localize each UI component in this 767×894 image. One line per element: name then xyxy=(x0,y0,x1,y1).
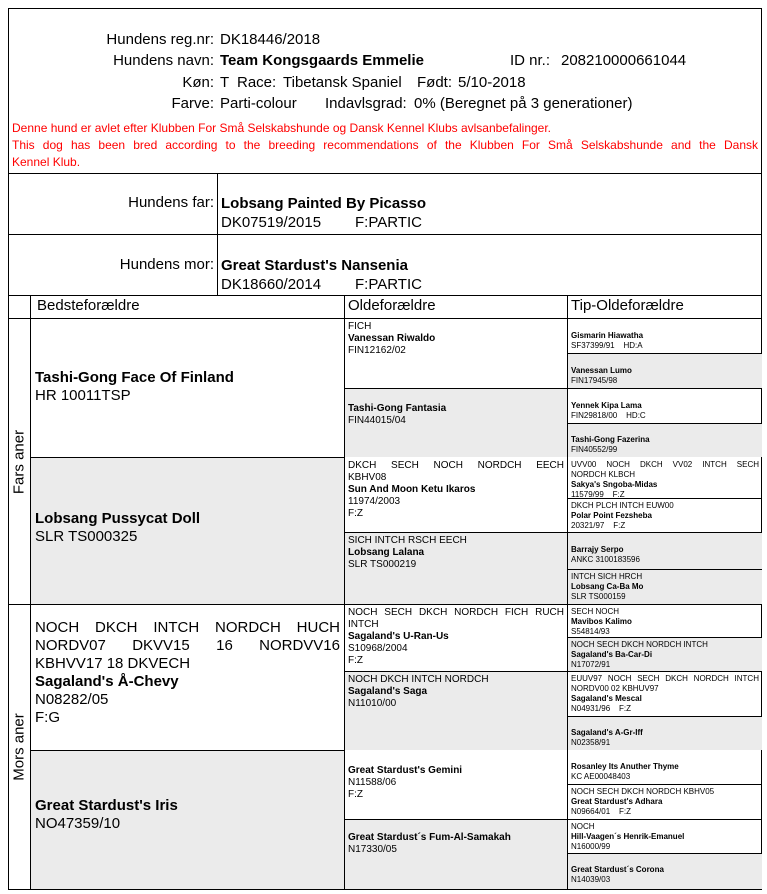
great-great-grandparent-cell xyxy=(568,319,762,353)
great-grandparent-reg: FIN12162/02 xyxy=(348,345,406,356)
id-label: ID nr.: xyxy=(510,52,551,69)
grandparent-reg: NO47359/10 xyxy=(35,815,121,832)
race-value: Tibetansk Spaniel xyxy=(283,74,402,91)
col-header-grandparents: Bedsteforældre xyxy=(37,297,140,314)
mother-reg: DK18660/2014 xyxy=(221,276,322,293)
great-grandparent-cell xyxy=(345,605,567,671)
great-grandparent-titles: KBHV08 xyxy=(348,472,387,483)
father-name: Lobsang Painted By Picasso xyxy=(221,195,427,212)
ggp-titles: NOCH SECH DKCH NORDCH KBHV05 xyxy=(571,787,715,796)
divider xyxy=(8,295,762,296)
divider xyxy=(8,234,762,235)
great-grandparent-cell xyxy=(345,389,567,457)
ggp-name: Gismarin Hiawatha xyxy=(571,331,644,340)
grandparent-titles: KBHVV17 18 DKVECH xyxy=(35,655,191,672)
grandparent-titles: NOCH DKCH INTCH NORDCH HUCH xyxy=(35,619,340,636)
great-grandparent-reg: N11588/06 xyxy=(348,777,397,788)
great-great-grandparent-cell xyxy=(568,570,762,604)
ggp-reg: 20321/97 xyxy=(571,521,605,530)
ggp-name: Yennek Kipa Lama xyxy=(571,401,642,410)
grandparent-name: Sagaland's Å-Chevy xyxy=(35,673,179,690)
name-label: Hundens navn: xyxy=(113,52,214,69)
ggp-titles: NORDCH KLBCH xyxy=(571,470,636,479)
ggp-reg: N04931/96 xyxy=(571,704,611,713)
great-great-grandparent-cell xyxy=(568,424,762,457)
breeding-notice xyxy=(12,120,758,171)
ggp-name: Sagaland's Mescal xyxy=(571,694,642,703)
mother-label: Hundens mor: xyxy=(119,256,214,273)
great-grandparent-cell xyxy=(345,533,567,604)
grandparent-cell xyxy=(31,605,344,750)
great-great-grandparent-cell xyxy=(568,672,762,716)
mother-color: F:PARTIC xyxy=(355,276,422,293)
ggp-reg: 11579/99 xyxy=(571,490,604,498)
mother-side-label xyxy=(9,605,29,889)
ggp-reg: KC AE00048403 xyxy=(571,772,631,781)
grandparent-cell xyxy=(31,319,344,457)
father-side-text: Fars aner xyxy=(10,429,28,494)
ggp-color: HD:A xyxy=(623,341,643,350)
ggp-reg: N16000/99 xyxy=(571,842,611,851)
ggp-name: Great Stardust's Adhara xyxy=(571,797,663,806)
divider xyxy=(8,173,762,174)
notice-line-2: This dog has been bred according to the breeding recommendations of the Klubben For Små Selskabshunde and the Dansk xyxy=(12,138,758,152)
great-grandparent-titles: SICH INTCH RSCH EECH xyxy=(348,535,467,546)
great-great-grandparent-cell xyxy=(568,605,762,637)
ggp-color: F:Z xyxy=(619,807,632,816)
reg-label: Hundens reg.nr: xyxy=(106,31,214,48)
great-grandparent-reg: S10968/2004 xyxy=(348,643,408,654)
great-grandparent-name: Vanessan Riwaldo xyxy=(348,333,436,344)
great-grandparent-name: Sagaland's U-Ran-Us xyxy=(348,631,449,642)
sex-label: Køn: xyxy=(182,74,214,91)
ggp-color: F:Z xyxy=(612,490,625,498)
ggp-name: Vanessan Lumo xyxy=(571,366,632,375)
color-label: Farve: xyxy=(171,95,214,112)
ggp-name: Lobsang Ca-Ba Mo xyxy=(571,582,644,591)
great-grandparent-reg: 11974/2003 xyxy=(348,496,401,507)
ggp-reg: FIN29818/00 xyxy=(571,411,618,420)
great-grandparent-reg: N17330/05 xyxy=(348,844,397,855)
ggp-name: Sakya's Sngoba-Midas xyxy=(571,480,658,489)
great-grandparent-name: Lobsang Lalana xyxy=(348,547,425,558)
grandparent-reg: HR 10011TSP xyxy=(35,387,131,404)
grandparent-cell xyxy=(31,458,344,604)
grandparent-name: Great Stardust's Iris xyxy=(35,797,178,814)
great-grandparent-titles: NOCH DKCH INTCH NORDCH xyxy=(348,674,489,685)
great-grandparent-reg: SLR TS000219 xyxy=(348,559,417,570)
ggp-name: Sagaland's Ba-Car-Di xyxy=(571,650,653,659)
ggp-name: Barrajy Serpo xyxy=(571,545,624,554)
great-grandparent-name: Great Stardust´s Fum-Al-Samakah xyxy=(348,832,511,843)
ggp-name: Rosanley Its Anuther Thyme xyxy=(571,762,679,771)
grandparent-cell xyxy=(31,751,344,889)
great-grandparent-titles: DKCH SECH NOCH NORDCH EECH xyxy=(348,460,564,471)
great-great-grandparent-cell xyxy=(568,785,762,819)
ggp-reg: SLR TS000159 xyxy=(571,592,626,601)
notice-line-1: Denne hund er avlet efter Klubben For Små Selskabshunde og Dansk Kennel Klubs avlsanbefalinger. xyxy=(12,121,552,135)
ggp-reg: N17072/91 xyxy=(571,660,611,669)
father-color: F:PARTIC xyxy=(355,214,422,231)
grandparent-name: Lobsang Pussycat Doll xyxy=(35,510,201,527)
grandparent-name: Tashi-Gong Face Of Finland xyxy=(35,369,234,386)
great-grandparent-name: Sun And Moon Ketu Ikaros xyxy=(348,484,476,495)
ggp-name: Polar Point Fezsheba xyxy=(571,511,652,520)
color-value: Parti-colour xyxy=(220,95,297,112)
ggp-color: F:Z xyxy=(619,704,632,713)
ggp-name: Mavibos Kalimo xyxy=(571,617,632,626)
great-great-grandparent-cell xyxy=(568,354,762,388)
great-grandparent-name: Sagaland's Saga xyxy=(348,686,428,697)
mother-name: Great Stardust's Nansenia xyxy=(221,257,408,274)
grandparent-reg: SLR TS000325 xyxy=(35,528,138,545)
ggp-reg: N02358/91 xyxy=(571,738,611,747)
born-value: 5/10-2018 xyxy=(458,74,526,91)
great-grandparent-cell xyxy=(345,751,567,819)
great-grandparent-titles: FICH xyxy=(348,321,372,332)
father-label: Hundens far: xyxy=(128,194,214,211)
great-grandparent-cell xyxy=(345,458,567,532)
ggp-titles: NORDV00 02 KBHUV97 xyxy=(571,684,659,693)
ggp-name: Great Stardust´s Corona xyxy=(571,865,664,874)
ggp-titles: INTCH SICH HRCH xyxy=(571,572,643,581)
col-header-great-grandparents: Oldeforældre xyxy=(348,297,436,314)
grandparent-titles: NORDV07 DKVV15 16 NORDVV16 xyxy=(35,637,340,654)
great-grandparent-titles: INTCH xyxy=(348,619,379,630)
col-header-great-great-grandparents: Tip-Oldeforældre xyxy=(571,297,684,314)
great-great-grandparent-cell xyxy=(568,499,762,532)
notice-line-3: Kennel Klub. xyxy=(12,155,81,169)
great-great-grandparent-cell xyxy=(568,854,762,889)
great-great-grandparent-cell xyxy=(568,389,762,423)
great-grandparent-reg: N11010/00 xyxy=(348,698,397,709)
inbreeding-label: Indavlsgrad: xyxy=(325,95,407,112)
ggp-reg: FIN40552/99 xyxy=(571,445,618,454)
name-value: Team Kongsgaards Emmelie xyxy=(220,52,424,69)
race-label: Race: xyxy=(237,74,277,91)
great-grandparent-name: Tashi-Gong Fantasia xyxy=(348,403,447,414)
ggp-name: Hill-Vaagen´s Henrik-Emanuel xyxy=(571,832,685,841)
mother-side-text: Mors aner xyxy=(10,713,28,781)
great-grandparent-name: Great Stardust's Gemini xyxy=(348,765,463,776)
reg-value: DK18446/2018 xyxy=(220,31,321,48)
great-great-grandparent-cell xyxy=(568,717,762,750)
ggp-reg: N09664/01 xyxy=(571,807,611,816)
ggp-titles: EUUV97 NOCH SECH DKCH NORDCH INTCH xyxy=(571,674,759,683)
ggp-titles: DKCH PLCH INTCH EUW00 xyxy=(571,501,674,510)
ggp-titles: UVV00 NOCH DKCH VV02 INTCH SECH xyxy=(571,460,759,469)
great-grandparent-color: F:Z xyxy=(348,655,363,666)
ggp-reg: S54814/93 xyxy=(571,627,610,636)
ggp-name: Tashi-Gong Fazerina xyxy=(571,435,650,444)
great-grandparent-cell xyxy=(345,820,567,889)
born-label: Født: xyxy=(417,74,453,91)
ggp-titles: SECH NOCH xyxy=(571,607,620,616)
great-grandparent-reg: FIN44015/04 xyxy=(348,415,406,426)
grandparent-color: F:G xyxy=(35,709,60,726)
great-grandparent-color: F:Z xyxy=(348,508,363,519)
father-side-label xyxy=(9,319,29,604)
ggp-color: HD:C xyxy=(626,411,646,420)
ggp-titles: NOCH SECH DKCH NORDCH INTCH xyxy=(571,640,708,649)
grandparent-reg: N08282/05 xyxy=(35,691,109,708)
inbreeding-value: 0% (Beregnet på 3 generationer) xyxy=(414,95,633,112)
father-reg: DK07519/2015 xyxy=(221,214,322,231)
great-great-grandparent-cell xyxy=(568,751,762,784)
great-grandparent-cell xyxy=(345,319,567,388)
great-great-grandparent-cell xyxy=(568,533,762,569)
ggp-reg: ANKC 3100183596 xyxy=(571,555,640,564)
ggp-reg: N14039/03 xyxy=(571,875,611,884)
great-grandparent-titles: NOCH SECH DKCH NORDCH FICH RUCH xyxy=(348,607,564,618)
sex-value: T xyxy=(220,74,230,91)
ggp-reg: FIN17945/98 xyxy=(571,376,618,385)
great-great-grandparent-cell xyxy=(568,458,762,498)
great-great-grandparent-cell xyxy=(568,638,762,671)
id-value: 208210000661044 xyxy=(561,52,687,69)
ggp-color: F:Z xyxy=(613,521,626,530)
ggp-name: Sagaland's A-Gr-Iff xyxy=(571,728,643,737)
ggp-reg: SF37399/91 xyxy=(571,341,615,350)
ggp-titles: NOCH xyxy=(571,822,595,831)
great-grandparent-color: F:Z xyxy=(348,789,363,800)
great-grandparent-cell xyxy=(345,672,567,750)
great-great-grandparent-cell xyxy=(568,820,762,853)
